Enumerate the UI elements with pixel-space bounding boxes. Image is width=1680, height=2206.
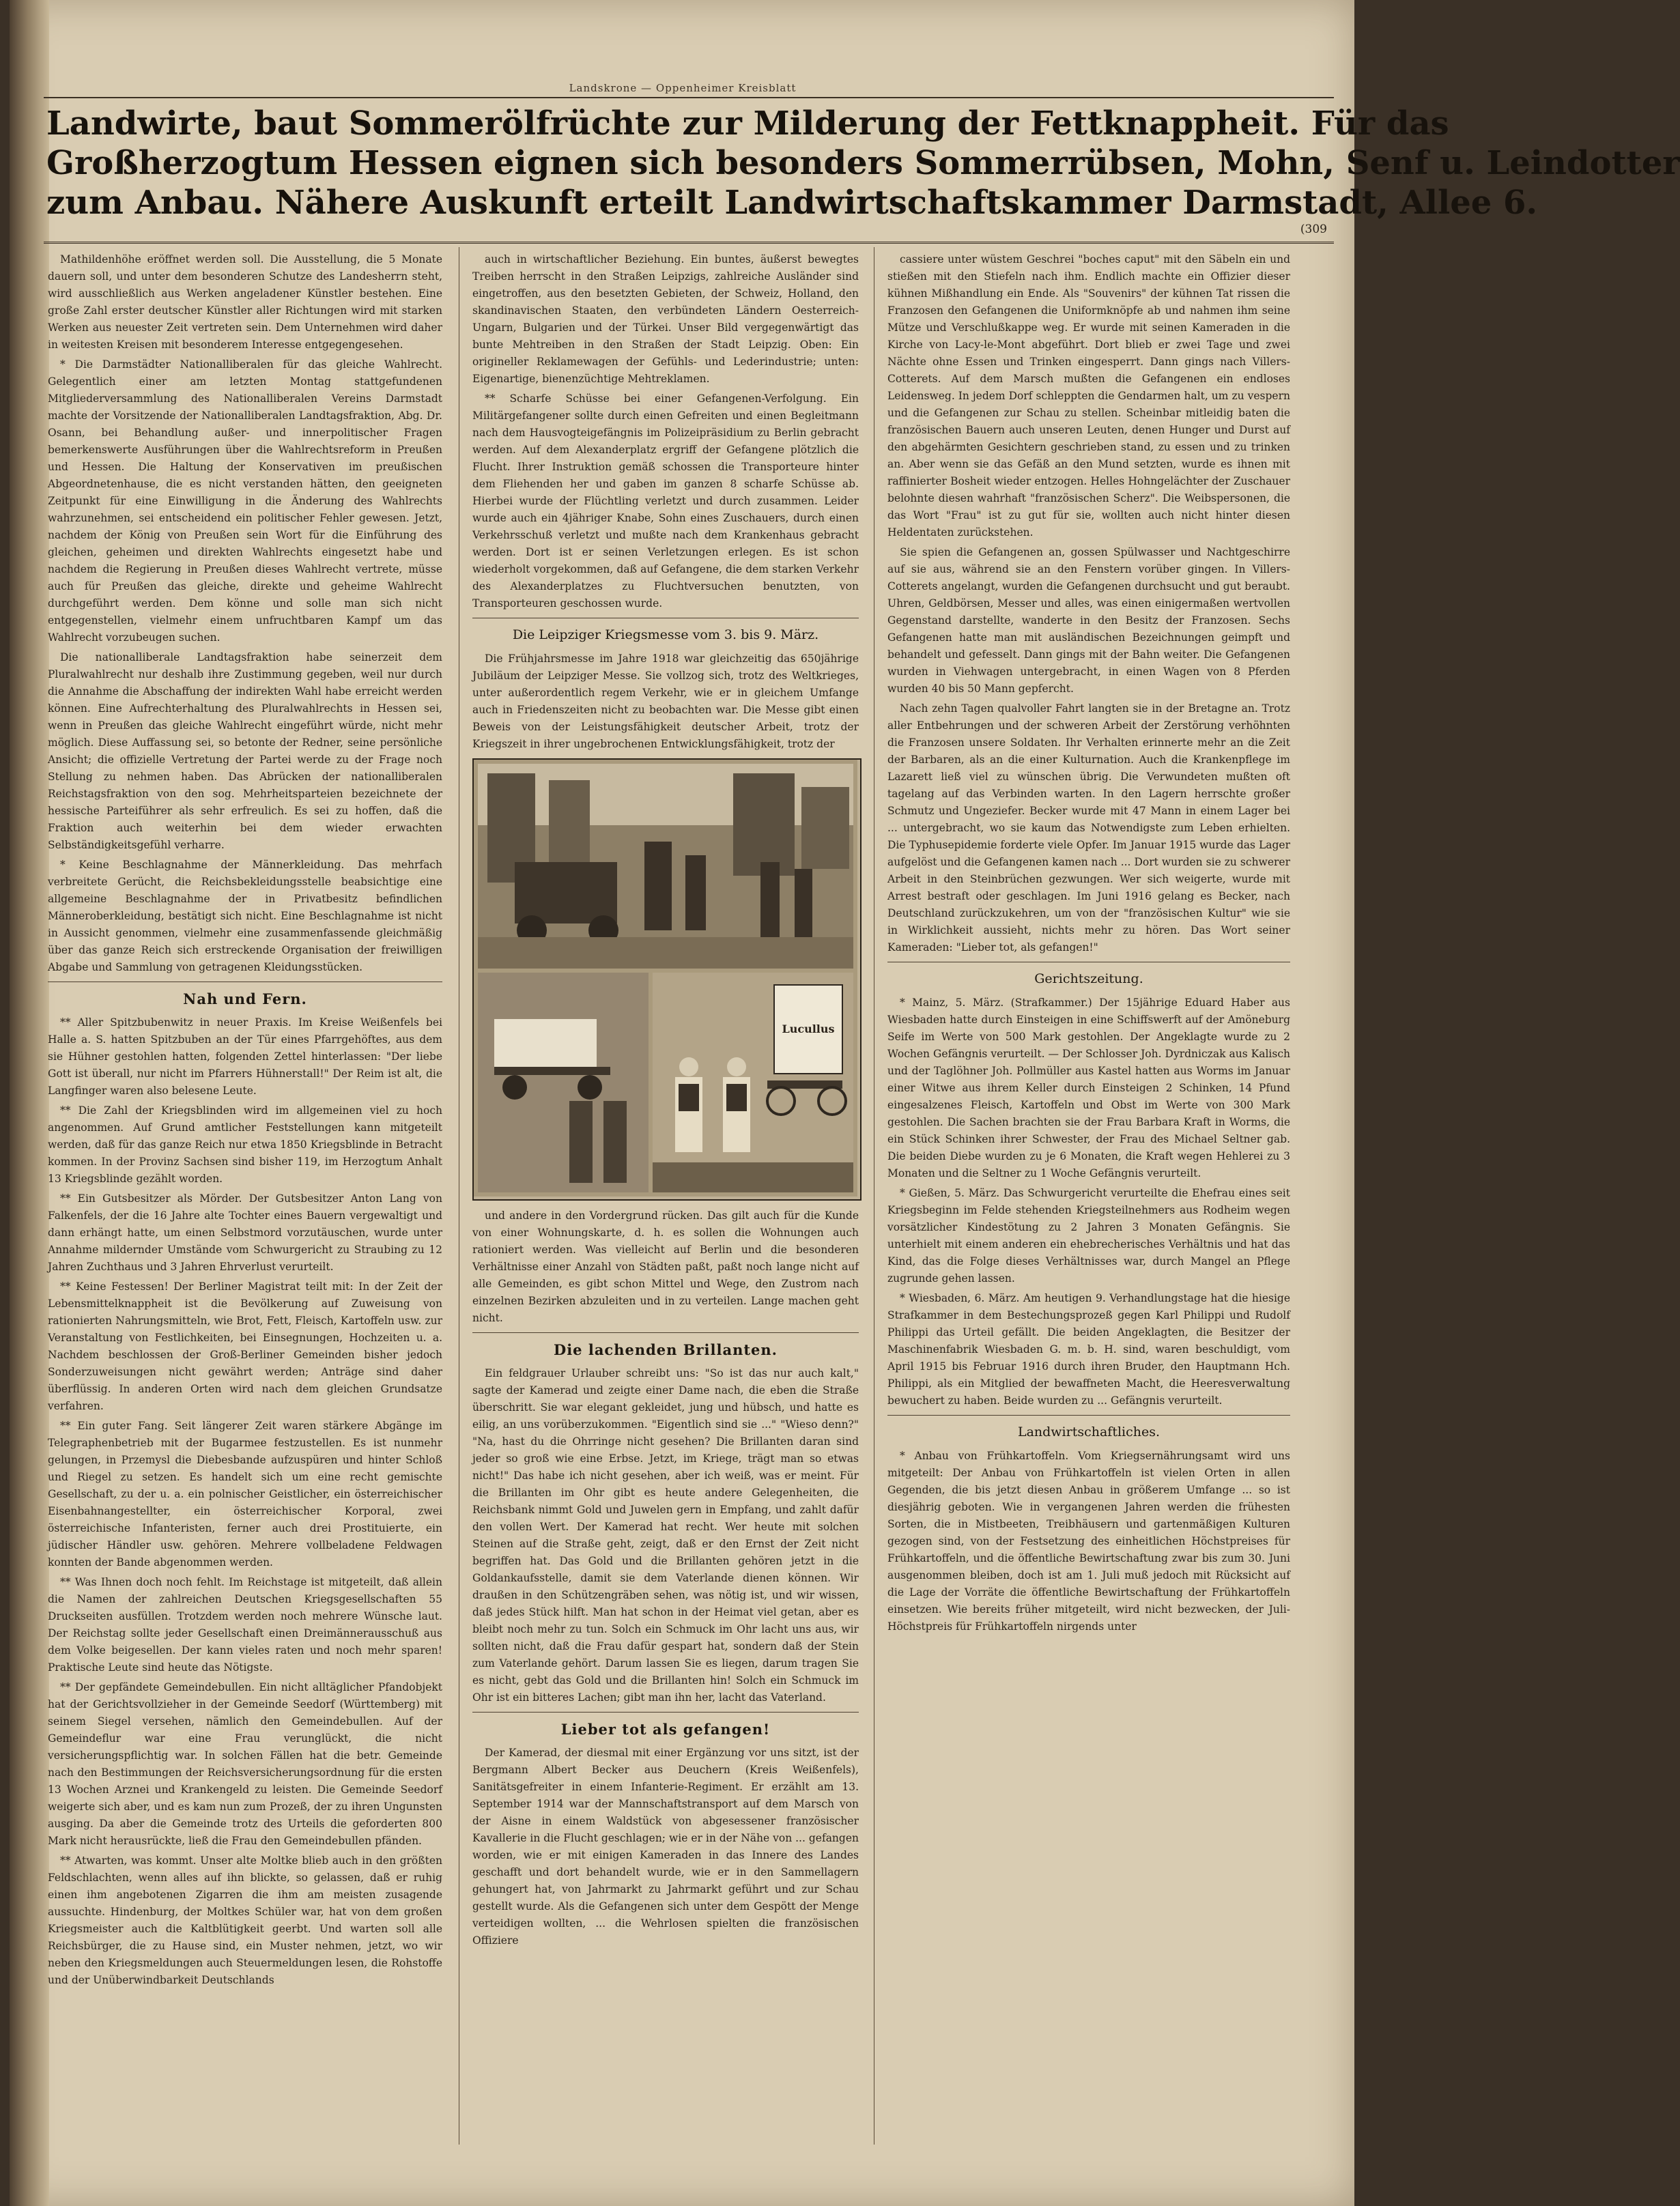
book-binding-edge xyxy=(10,0,49,2206)
article-paragraph: * Gießen, 5. März. Das Schwurgericht verurteilte die Ehefrau eines seit Kriegsbeginn im Felde stehenden Kriegsteilnehmers aus Rodheim wegen vorsätzlicher Kindestötung zu 2 Jahren 3 Monaten Gefängnis. Sie unterhielt mit einem anderen ein ehebrecherisches Verhältnis und hat das Kind, das die Folge dieses Verhältnisses war, durch Mangel an Pflege zugrunde gehen lassen. xyxy=(887,1187,1290,1285)
section-rule xyxy=(472,1332,859,1333)
article-paragraph: Mathildenhöhe eröffnet werden soll. Die Ausstellung, die 5 Monate dauern soll, und unter dem besonderen Schutze des Landesherrn steht, wird ausschließlich aus Werken angeladener Künstler bestehen. Eine große Zahl erster deutscher Künstler aller Richtungen wird mit starken Werken aus neuester Zeit vertreten sein. Dem Unternehmen wird daher in weitesten Kreisen mit besonderem Interesse entgegengesehen. xyxy=(48,253,442,351)
article-paragraph: * Keine Beschlagnahme der Männerkleidung. Das mehrfach verbreitete Gerücht, die Reichsbekleidungsstelle beabsichtige eine allgemeine Beschlagnahme der in Privatbesitz befindlichen Männeroberkleidung, bestätigt sich nicht. Eine Beschlagnahme ist nicht in Aussicht genommen, vielmehr eine zusammenfassende gleichmäßig über das ganze Reich sich erstreckende Organisation der freiwilligen Abgabe und Sammlung von getragenen Kleidungsstücken. xyxy=(48,859,442,973)
banner-line-3: zum Anbau. Nähere Auskunft erteilt Landwirtschaftskammer Darmstadt, Allee 6. xyxy=(46,184,1538,222)
header-rule xyxy=(44,97,1334,98)
article-paragraph: ** Was Ihnen doch noch fehlt. Im Reichstage ist mitgeteilt, daß allein die Namen der zahlreichen Deutschen Kriegsgesellschaften 55 Druckseiten ausfüllen. Trotzdem werden noch mehrere Wünsche laut. Der Reichstag sollte jeder Gesellschaft einen Dreimännerausschuß aus dem Volke beigesellen. Der kann vieles raten und noch mehr sparen! Praktische Leute sind heute das Nötigste. xyxy=(48,1576,442,1674)
article-paragraph: Der Kamerad, der diesmal mit einer Ergänzung vor uns sitzt, ist der Bergmann Albert Becker aus Deuchern (Kreis Weißenfels), Sanitätsgefreiter in einem Infanterie-Regiment. Er erzählt am 13. September 1914 war der Mannschaftstransport auf dem Marsch von der Aisne in einem Waldstück von abgesessener französischer Kavallerie in die Flucht geschlagen; wie er in der Nähe von ... gefangen worden, wie er mit einigen Kameraden in das Innere des Landes geschafft und dort behandelt wurde, wie er in den Sammellagern gehungert hat, von Jahrmarkt zu Jahrmarkt geführt und zur Schau gestellt wurde. Als die Gefangenen sich unter dem Gespött der Menge verteidigen wollten, ... die Wehrlosen spielten die französischen Offiziere xyxy=(472,1747,859,1947)
photo-caption: Die Leipziger Kriegsmesse vom 3. bis 9. März. xyxy=(512,627,819,642)
column-2 xyxy=(472,251,859,2142)
column-3 xyxy=(887,251,1290,2142)
banner-rule xyxy=(44,242,1334,244)
photo-illustration xyxy=(474,760,857,1197)
article-paragraph: ** Die Zahl der Kriegsblinden wird im allgemeinen viel zu hoch angenommen. Auf Grund amtlicher Feststellungen kann mitgeteilt werden, daß für das ganze Reich nur etwa 1850 Kriegsblinde in Betracht kommen. In der Provinz Sachsen sind bisher 119, im Herzogtum Anhalt 13 Kriegsblinde gezählt worden. xyxy=(48,1104,442,1185)
article-paragraph: Ein feldgrauer Urlauber schreibt uns: "So ist das nur auch kalt," sagte der Kamerad und zeigte einer Dame nach, die eben die Straße überschritt. Sie war elegant gekleidet, jung und hübsch, und hatte es eilig, an uns vorüberzukommen. "Eigentlich sind sie ..." "Wieso denn?" "Na, hast du die Ohrringe nicht gesehen? Die Brillanten daran sind jeder so groß wie eine Erbse. Jetzt, im Kriege, trägt man so etwas nicht!" Das habe ich nicht gesehen, aber ich weiß, was er meint. Für die Brillanten im Ohr gibt es heute andere Gelegenheiten, die Reichsbank nimmt Gold und Juwelen gern in Empfang, und zahlt dafür den vollen Wert. Der Kamerad hat recht. Wer heute mit solchen Steinen auf die Straße geht, zeigt, daß er den Ernst der Zeit nicht begriffen hat. Das Gold und die Brillanten gehören jetzt in die Goldankaufsstelle, damit sie dem Vaterlande dienen können. Wir draußen in den Schützengräben sehen, was nötig ist, und wir wissen, daß jedes Stück hilft. Man hat schon in der Heimat viel getan, aber es bleibt noch mehr zu tun. Solch ein Schmuck im Ohr lacht uns aus, wir sollten nicht, daß die Frau dafür gespart hat, sondern daß der Stein zum Vaterlande gehört. Darum lassen Sie es liegen, darum tragen Sie es nicht, gebt das Gold und die Brillanten hin! Solch ein Schmuck im Ohr ist ein bitteres Lachen; gibt man ihn her, lacht das Vaterland. xyxy=(472,1367,859,1704)
article-paragraph: ** Ein Gutsbesitzer als Mörder. Der Gutsbesitzer Anton Lang von Falkenfels, der die 16 Jahre alte Tochter eines Bauern vergewaltigt und dann erhängt hatte, um einen Selbstmord vorzutäuschen, wurde unter Annahme mildernder Umstände vom Schwurgericht zu Straubing zu 12 Jahren Zuchthaus und 3 Jahren Ehrverlust verurteilt. xyxy=(48,1192,442,1273)
column-1 xyxy=(48,251,442,2142)
leipzig-fair-photograph xyxy=(472,758,862,1201)
section-heading-landwirtschaftliches: Landwirtschaftliches. xyxy=(1017,1424,1161,1439)
section-rule xyxy=(887,1415,1290,1416)
section-heading-nah-und-fern: Nah und Fern. xyxy=(183,990,307,1007)
article-paragraph: * Die Darmstädter Nationalliberalen für das gleiche Wahlrecht. Gelegentlich einer am letzten Montag stattgefundenen Mitgliederversammlung des Nationalliberalen Vereins Darmstadt machte der Vorsitzende der Nationalliberalen Landtagsfraktion, Abg. Dr. Osann, bei Behandlung außer- und innerpolitischer Fragen bemerkenswerte Ausführungen über die Wahlrechtsreform in Preußen und Hessen. Die Haltung der Konservativen im preußischen Abgeordnetenhause, die es nicht verstanden hätten, den geeigneten Zeitpunkt für eine Einwilligung in die Änderung des Wahlrechts wahrzunehmen, sei entscheidend ein politischer Fehler gewesen. Jetzt, nachdem der König von Preußen sein Wort für die Einführung des gleichen, geheimen und direkten Wahlrechts eingesetzt habe und nachdem die Regierung in Preußen dieses Wahlrecht vertrete, müsse auch für Preußen das gleiche, direkte und geheime Wahlrecht durchgeführt werden. Dem könne und solle man sich nicht entgegenstellen, vielmehr einem unfruchtbaren Kampf um das Wahlrecht vorzubeugen suchen. xyxy=(48,358,442,644)
article-paragraph: * Wiesbaden, 6. März. Am heutigen 9. Verhandlungstage hat die hiesige Strafkammer in dem Bestechungsprozeß gegen Karl Philippi und Rudolf Philippi das Urteil gefällt. Die beiden Angeklagten, die Besitzer der Maschinenfabrik Wiesbaden G. m. b. H. sind, waren beschuldigt, vom April 1915 bis Februar 1916 durch ihren Bruder, den Hauptmann Hch. Philippi, als ein Mitglied der bewaffneten Macht, die Heeresverwaltung bewuchert zu haben. Beide wurden zu ... Gefängnis verurteilt. xyxy=(887,1292,1290,1407)
advertisement-banner xyxy=(46,104,1680,223)
article-paragraph: Die Frühjahrsmesse im Jahre 1918 war gleichzeitig das 650jährige Jubiläum der Leipziger Messe. Sie vollzog sich, trotz des Weltkrieges, unter außerordentlich regem Verkehr, wie er in gleichem Umfange auch in Friedenszeiten nicht zu beobachten war. Die Messe gibt einen Beweis von der Leistungsfähigkeit deutscher Arbeit, trotz der Kriegszeit in ihrer ungebrochenen Entwicklungsfähigkeit, trotz der xyxy=(472,653,859,750)
article-paragraph: ** Atwarten, was kommt. Unser alte Moltke blieb auch in den größten Feldschlachten, wenn alles auf ihn blickte, so gelassen, daß er ruhig einen ihm angebotenen Zigarren die ihm am meisten zusagende aussuchte. Hindenburg, der Moltkes Schüler war, hat von dem großen Kriegsmeister auch die Kaltblütigkeit geerbt. Und warten soll alle Reichsbürger, die zu Hause sind, ein Muster nehmen, jetzt, wo wir neben den Kriegsmeldungen auch Steuermeldungen lesen, die Rohstoffe und der Unüberwindbarkeit Deutschlands xyxy=(48,1854,442,1986)
article-paragraph: ** Scharfe Schüsse bei einer Gefangenen-Verfolgung. Ein Militärgefangener sollte durch einen Gefreiten und einen Begleitmann nach dem Hausvogteigefängnis im Polizeipräsidium zu Berlin gebracht werden. Auf dem Alexanderplatz ergriff der Gefangene plötzlich die Flucht. Ihrer Instruktion gemäß schossen die Transporteure hinter dem Fliehenden her und gaben im ganzen 8 scharfe Schüsse ab. Hierbei wurde der Flüchtling verletzt und durch zusammen. Leider wurde auch ein 4jähriger Knabe, Sohn eines Zuschauers, durch einen Verkehrsschuß verletzt und mußte nach dem Krankenhaus gebracht werden. Dort ist er seinen Verletzungen erlegen. Es ist schon wiederholt vorgekommen, daß auf Gefangene, die dem starken Verkehr des Alexanderplatzes zu Fluchtversuchen benutzten, von Transporteuren geschossen wurde. xyxy=(472,392,859,610)
section-heading-gerichtszeitung: Gerichtszeitung. xyxy=(1034,971,1143,986)
section-rule xyxy=(472,1712,859,1713)
article-paragraph: * Anbau von Frühkartoffeln. Vom Kriegsernährungsamt wird uns mitgeteilt: Der Anbau von Frühkartoffeln ist vielen Orten in allen Gegenden, die bis jetzt diesen Anbau in größerem Umfange ... so ist diesjährig geboten. Wie in vergangenen Jahren werden die frühesten Sorten, die in Mistbeeten, Treibhäusern und gartenmäßigen Kulturen gezogen sind, von der Festsetzung des einheitlichen Höchstpreises für Frühkartoffeln, und die öffentliche Bewirtschaftung zwar bis zum 30. Juni ausgenommen bleiben, doch ist am 1. Juli muß jedoch mit Rücksicht auf die Lage der Vorräte die öffentliche Bewirtschaftung der Frühkartoffeln einsetzen. Wie bereits früher mitgeteilt, wird nicht bezwecken, der Juli-Höchstpreis für Frühkartoffeln nirgends unter xyxy=(887,1450,1290,1633)
section-heading-lieber-tot: Lieber tot als gefangen! xyxy=(560,1721,771,1738)
article-paragraph: cassiere unter wüstem Geschrei "boches caput" mit den Säbeln ein und stießen mit den Stiefeln nach ihm. Endlich machte ein Offizier dieser kühnen Mißhandlung ein Ende. Als "Souvenirs" der kühnen Tat rissen die Franzosen den Gefangenen die Uniformknöpfe ab und nahmen ihm seine Mütze und Verschlußkappe weg. Er wurde mit seinen Kameraden in die Kirche von Lacy-le-Mont abgeführt. Dort blieb er zwei Tage und zwei Nächte ohne Essen und Trinken eingesperrt. Dann gings nach Villers-Cotterets. Auf dem Marsch mußten die Gefangenen ein endloses Leidensweg. In jedem Dorf schleppten die Gendarmen halt, um zu vespern und die Gefangenen zur Schau zu stellen. Scheinbar mitleidig baten die französischen Bauern auch unseren Leuten, denen Hunger und Durst auf den abgehärmten Gesichtern geschrieben stand, zu essen und zu trinken an. Aber wenn sie das Gefäß an den Mund setzten, wurde es ihnen mit raffinierter Bosheit wieder entzogen. Helles Hohngelächter der Zuschauer belohnte diesen wahrhaft "französischen Scherz". Die Weibspersonen, die das Wort "Frau" ist zu gut für sie, wollten auch nicht hinter diesen Heldentaten zurückstehen. xyxy=(887,253,1290,539)
ad-number: (309 xyxy=(1300,223,1327,236)
article-paragraph: ** Aller Spitzbubenwitz in neuer Praxis. Im Kreise Weißenfels bei Halle a. S. hatten Spitzbuben an der Tür eines Pfarrgehöftes, aus dem sie Hühner gestohlen hatten, folgenden Zettel hinterlassen: "Der liebe Gott ist überall, nur nicht im Pfarrers Hühnerstall!" Der Reim ist alt, die Langfinger waren also belesene Leute. xyxy=(48,1016,442,1097)
photo-sign-text: Lucullus xyxy=(782,1022,835,1035)
article-paragraph: ** Der gepfändete Gemeindebullen. Ein nicht alltäglicher Pfandobjekt hat der Gerichtsvollzieher in der Gemeinde Seedorf (Württemberg) mit seinem Siegel versehen, nämlich den Gemeindebullen. Auf der Gemeindeflur war eine Frau verunglückt, die nicht versicherungspflichtig war. In solchen Fällen hat die betr. Gemeinde nach den Bestimmungen der Reichsversicherungsordnung für die ersten 13 Wochen Arznei und Krankengeld zu leisten. Die Gemeinde Seedorf weigerte sich aber, und es kam nun zum Prozeß, der zu ihren Ungunsten ausging. Da aber die Gemeinde trotz des Urteils die geforderten 800 Mark nicht herausrückte, ließ die Frau den Gemeindebullen pfänden. xyxy=(48,1681,442,1847)
article-paragraph: Die nationalliberale Landtagsfraktion habe seinerzeit dem Pluralwahlrecht nur deshalb ihre Zustimmung gegeben, weil nur durch die Annahme die Abschaffung der indirekten Wahl habe erreicht werden können. Eine Aufrechterhaltung des Pluralwahlrechts in Hessen sei, wenn in Preußen das gleiche Wahlrecht eingeführt würde, nicht mehr möglich. Diese Auffassung sei, so betonte der Redner, seine persönliche Ansicht; die offizielle Vertretung der Partei werde zu der Frage noch Stellung zu nehmen haben. Das Abrücken der nationalliberalen Reichstagsfraktion von den sog. Mehrheitsparteien bezeichnete der hessische Parteiführer als sehr erfreulich. Es sei zu hoffen, daß die Fraktion auch weiterhin bei dem wieder erwachten Selbständigkeitsgefühl verharre. xyxy=(48,651,442,851)
article-paragraph: auch in wirtschaftlicher Beziehung. Ein buntes, äußerst bewegtes Treiben herrscht in den Straßen Leipzigs, zahlreiche Ausländer sind eingetroffen, aus den besetzten Gebieten, der Schweiz, Holland, den skandinavischen Staaten, den verbündeten Ländern Oesterreich-Ungarn, Bulgarien und der Türkei. Unser Bild vergegenwärtigt das bunte Mehtreiben in den Straßen der Stadt Leipzig. Oben: Ein origineller Reklamewagen der Gefühls- und Lederindustrie; unten: Eigenartige, bienenzüchtige Mehtreklamen. xyxy=(472,253,859,385)
section-heading-brillanten: Die lachenden Brillanten. xyxy=(553,1341,778,1358)
article-paragraph: und andere in den Vordergrund rücken. Das gilt auch für die Kunde von einer Wohnungskarte, d. h. es sollen die Wohnungen auch rationiert werden. Was vielleicht auf Berlin und die besonderen Verhältnisse einer Anzahl von Städten paßt, paßt noch lange nicht auf alle Gemeinden, es gibt schon Mittel und Wege, den Zustrom nach einzelnen Bezirken abzuleiten und in zu verteilen. Lange machen geht nicht. xyxy=(472,1209,859,1324)
article-paragraph: ** Keine Festessen! Der Berliner Magistrat teilt mit: In der Zeit der Lebensmittelknappheit ist die Bevölkerung auf Zuweisung von rationierten Nahrungsmitteln, wie Brot, Fett, Fleisch, Kartoffeln usw. zur Veranstaltung von Festlichkeiten, bei Einsegnungen, Hochzeiten u. a. Nachdem beschlossen der Groß-Berliner Gemeinden bisher jedoch Sonderzuweisungen nicht gewährt werden; Anträge sind daher überflüssig. In anderen Orten wird nach dem gleichen Grundsatze verfahren. xyxy=(48,1280,442,1412)
article-paragraph: Sie spien die Gefangenen an, gossen Spülwasser und Nachtgeschirre auf sie aus, während sie an den Fenstern vorüber gingen. In Villers-Cotterets angelangt, wurden die Gefangenen durchsucht und gut beraubt. Uhren, Geldbörsen, Messer und alles, was einen einigermaßen wertvollen Gegenstand darstellte, wanderte in den Besitz der Franzosen. Sechs Gefangenen hatte man mit ausländischen Bezeichnungen geimpft und behandelt und gefesselt. Dann gings mit der Bahn weiter. Die Gefangenen wurden in Viehwagen untergebracht, in einen Wagen von 8 Pferden wurden 40 bis 50 Mann gepfercht. xyxy=(887,546,1290,695)
article-paragraph: ** Ein guter Fang. Seit längerer Zeit waren stärkere Abgänge im Telegraphenbetrieb mit der Bugarmee festzustellen. Es ist nunmehr gelungen, in Przemysl die Diebesbande aufzuspüren und hinter Schloß und Riegel zu setzen. Es handelt sich um eine recht gemischte Gesellschaft, zu der u. a. ein polnischer Geistlicher, ein österreichischer Eisenbahnangestellter, ein österreichischer Korporal, zwei österreichische Infanteristen, ferner auch drei Prostituierte, ein jüdischer Händler usw. gehören. Mehrere vollbeladene Feldwagen konnten der Bande abgenommen werden. xyxy=(48,1420,442,1568)
article-paragraph: Nach zehn Tagen qualvoller Fahrt langten sie in der Bretagne an. Trotz aller Entbehrungen und der schweren Arbeit der Zerstörung verhöhnten die Franzosen unsere Soldaten. Ihr Verhalten erinnerte mehr an die Zeit der Barbaren, als an die einer Kulturnation. Auch die Krankenpflege im Lazarett ließ viel zu wünschen übrig. Die Verwundeten mußten oft tagelang auf das Verbinden warten. In den Lagern herrschte großer Schmutz und Ungeziefer. Becker wurde mit 47 Mann in einem Lager bei ... untergebracht, wo sie kaum das Notwendigste zum Leben erhielten. Die Typhusepidemie forderte viele Opfer. Im Januar 1915 wurde das Lager aufgelöst und die Gefangenen kamen nach ... Dort wurden sie zu schwerer Arbeit in den Steinbrüchen gezwungen. Wer sich weigerte, wurde mit Arrest bestraft oder geschlagen. Im Juni 1916 gelang es Becker, nach Deutschland zurückzukehren, um von der "französischen Kultur" wie sie in Wirklichkeit aussieht, nichts mehr zu hören. Das Wort seiner Kameraden: "Lieber tot, als gefangen!" xyxy=(887,702,1290,954)
banner-line-1: Landwirte, baut Sommerölfrüchte zur Milderung der Fettknappheit. Für das xyxy=(46,104,1449,143)
article-paragraph: * Mainz, 5. März. (Strafkammer.) Der 15jährige Eduard Haber aus Wiesbaden hatte durch Einsteigen in eine Schiffswerft auf der Amöneburg Seife im Werte von 500 Mark gestohlen. Der Angeklagte wurde zu 2 Wochen Gefängnis verurteilt. — Der Schlosser Joh. Dyrdniczak aus Kalisch und der Taglöhner Joh. Pollmüller aus Kastel hatten aus Worms im Januar einer Witwe aus ihrem Keller durch Einsteigen 2 Schinken, 14 Pfund eingesalzenes Fleisch, Kartoffeln und Obst im Werte von 300 Mark gestohlen. Die Sachen brachten sie der Frau Barbara Kraft in Worms, die ein Stück Schinken ihrer Schwester, der Frau des Michael Seltner gab. Die beiden Diebe wurden zu je 6 Monaten, die Kraft wegen Hehlerei zu 3 Monaten und die Seltner zu 1 Woche Gefängnis verurteilt. xyxy=(887,997,1290,1179)
banner-line-2: Großherzogtum Hessen eignen sich besonders Sommerrübsen, Mohn, Senf u. Leindotter xyxy=(46,144,1680,182)
running-head: Landskrone — Oppenheimer Kreisblatt xyxy=(569,82,797,94)
